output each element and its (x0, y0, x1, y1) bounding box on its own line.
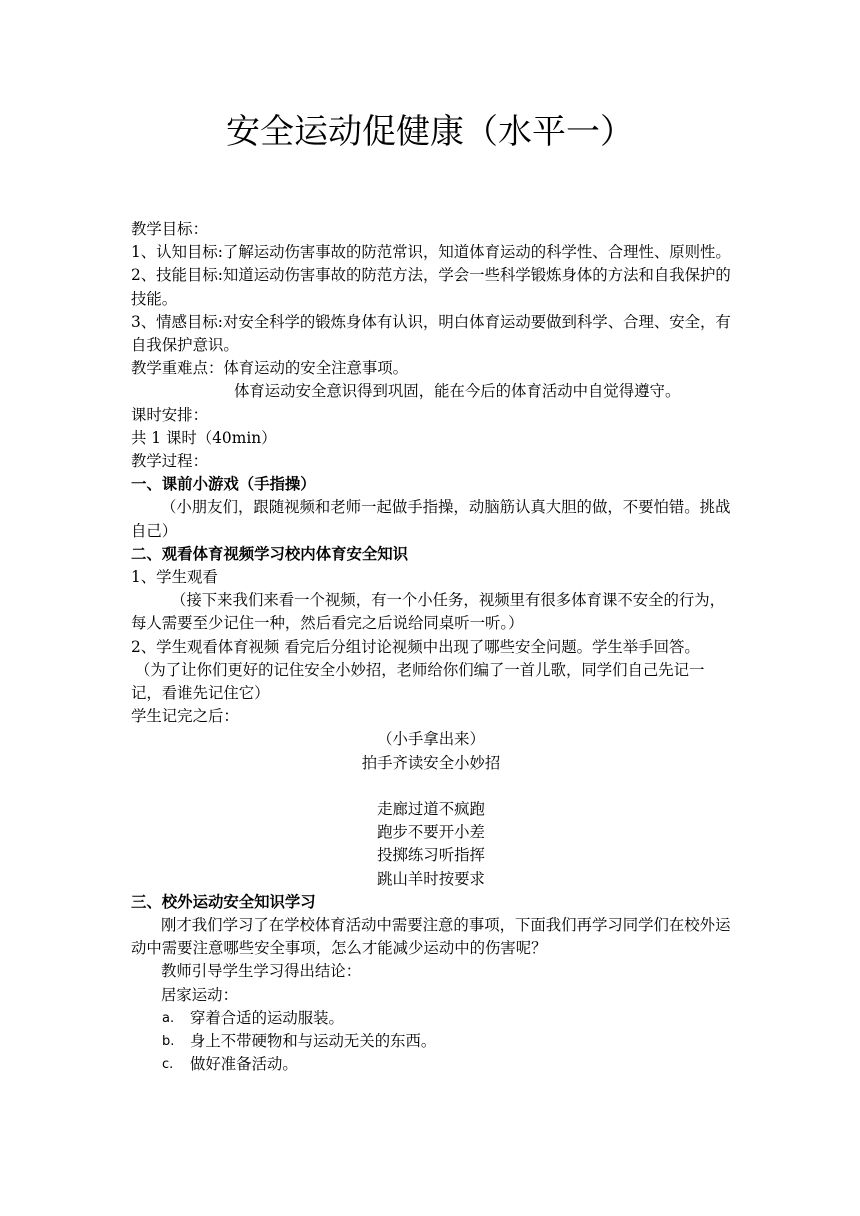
rhyme-line: 投掷练习听指挥 (377, 846, 485, 865)
section-3-text: 刚才我们学习了在学校体育活动中需要注意的事项，下面我们再学习同学们在校外运动中需要注意哪些安全事项，怎么才能减少运动中的伤害呢？ (131, 916, 731, 958)
document-title: 安全运动促健康（水平一） (226, 112, 634, 152)
rhyme-line: 走廊过道不疯跑 (377, 800, 485, 819)
objective-3: 3、情感目标:对安全科学的锻炼身体有认识，明白体育运动要做到科学、合理、安全，有自我保护意识。 (131, 312, 731, 355)
objective-2: 2、技能目标:知道运动伤害事故的防范方法，学会一些科学锻炼身体的方法和自我保护的技能。 (131, 266, 731, 308)
list-item (131, 1030, 731, 1053)
rhyme-line: 跑步不要开小差 (377, 823, 485, 842)
section-3-heading: 三、校外运动安全知识学习 (131, 892, 316, 911)
process-heading: 教学过程： (131, 452, 208, 471)
key-points-1: 教学重难点：体育运动的安全注意事项。 (131, 359, 409, 378)
blank-line (131, 775, 731, 798)
list-text: 做好准备活动。 (190, 1055, 298, 1074)
rhyme-line: 跳山羊时按要求 (377, 869, 485, 888)
section-2-after: 学生记完之后： (131, 707, 239, 726)
key-points-2: 体育运动安全意识得到巩固，能在今后的体育活动中自觉得遵守。 (234, 382, 681, 401)
list-marker: a. (162, 1010, 175, 1026)
section-1-text: （小朋友们，跟随视频和老师一起做手指操，动脑筋认真大胆的做，不要怕错。挑战自己） (131, 498, 731, 540)
list-text: 穿着合适的运动服装。 (190, 1008, 344, 1027)
section-1-heading: 一、课前小游戏（手指操） (131, 475, 316, 494)
section-2-item-1: 1、学生观看 (131, 568, 218, 587)
document-body (131, 218, 731, 1077)
section-2-item-2: 2、学生观看体育视频 看完后分组讨论视频中出现了哪些安全问题。学生举手回答。 (131, 637, 700, 656)
rhyme-intro-line: 拍手齐读安全小妙招 (361, 753, 501, 772)
objectives-heading: 教学目标： (131, 220, 208, 238)
list-text: 身上不带硬物和与运动无关的东西。 (190, 1032, 437, 1051)
list-item (131, 1007, 731, 1030)
section-2-note: （为了让你们更好的记住安全小妙招，老师给你们编了一首儿歌，同学们自己先记一记，看谁先记住它） (131, 660, 705, 703)
schedule: 共 1 课时（40min） (131, 428, 277, 447)
section-3-sub: 居家运动： (161, 985, 238, 1004)
section-2-item-1-text: （接下来我们来看一个视频，有一个小任务，视频里有很多体育课不安全的行为，每人需要至少记住一种，然后看完之后说给同桌听一听。） (131, 591, 726, 633)
section-2-heading: 二、观看体育视频学习校内体育安全知识 (131, 544, 409, 563)
list-marker: c. (162, 1057, 174, 1073)
list-item (131, 1053, 731, 1076)
schedule-heading: 课时安排： (131, 405, 208, 424)
objective-1: 1、认知目标:了解运动伤害事故的防范常识，知道体育运动的科学性、合理性、原则性。 (131, 243, 731, 262)
list-marker: b. (162, 1034, 175, 1050)
rhyme-intro-line: （小手拿出来） (377, 730, 485, 749)
section-3-guide: 教师引导学生学习得出结论： (161, 962, 362, 981)
